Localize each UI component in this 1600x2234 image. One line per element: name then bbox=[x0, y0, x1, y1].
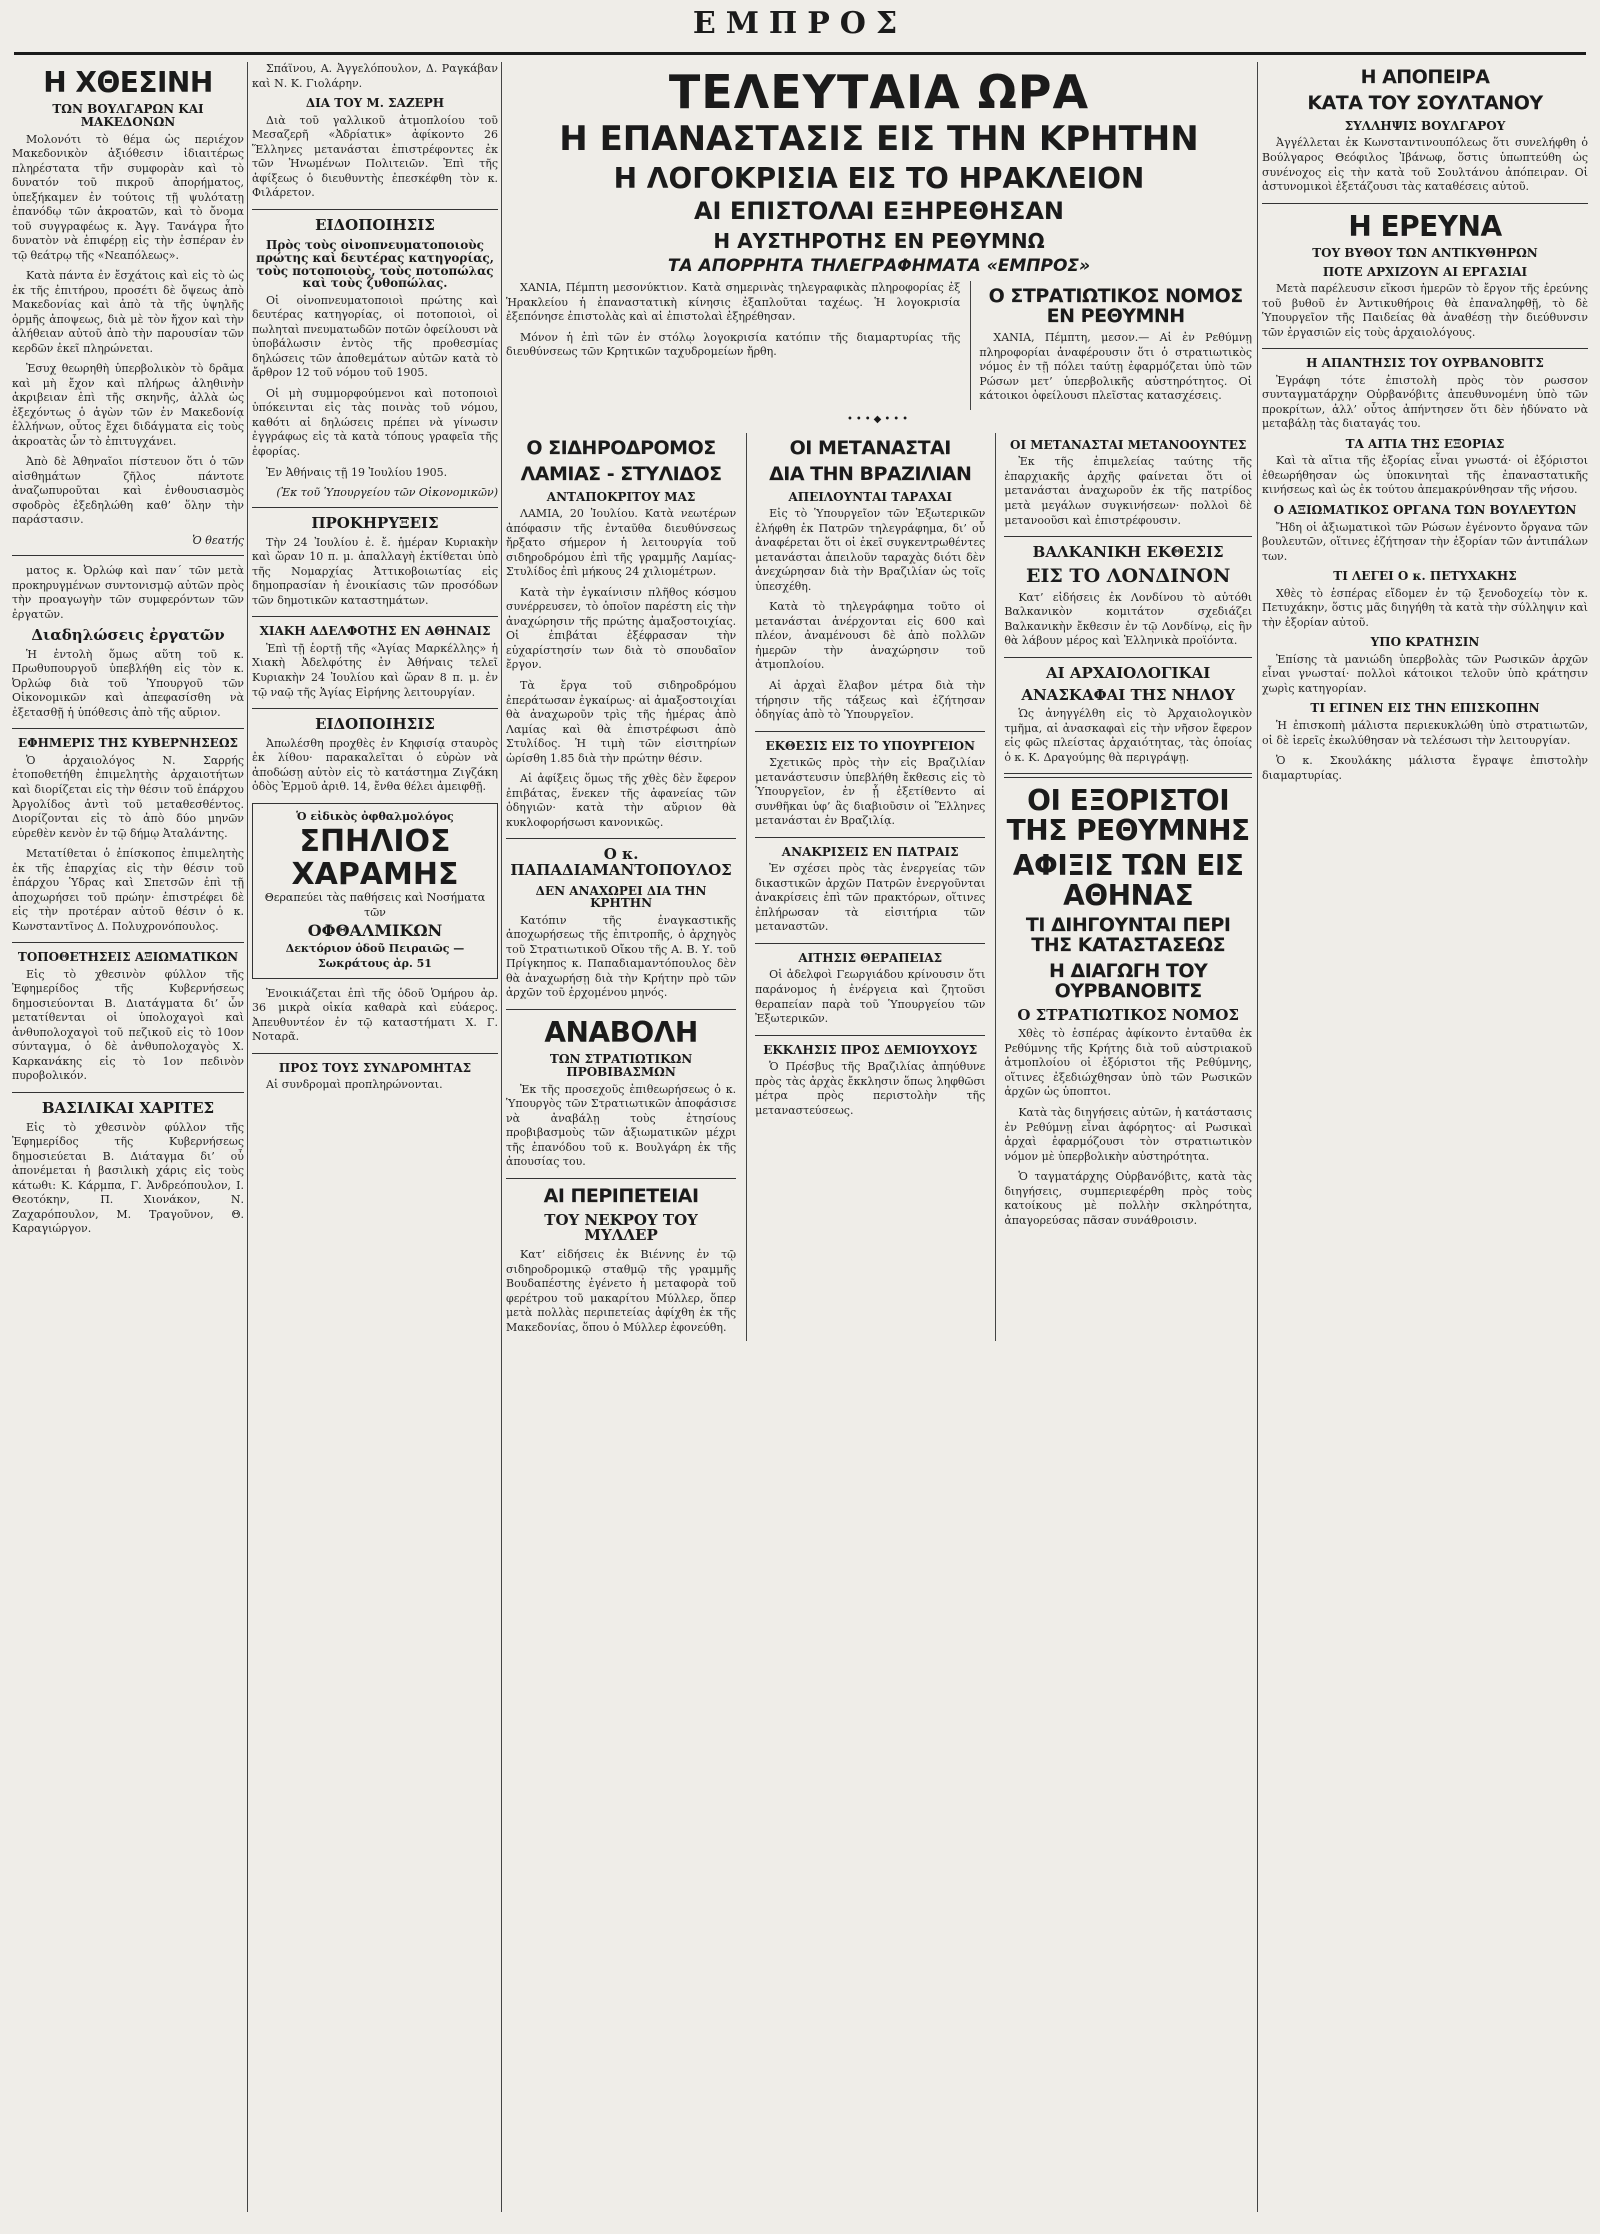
article-text: Χθὲς τὸ ἑσπέρας ἀφίκοντο ἐνταῦθα ἐκ Ρεθύμνης τῆς Κρήτης διὰ τοῦ αὐστριακοῦ ἀτμοπλοίου οἱ ἐξόριστοι τῆς Ρεθύμνης, οἵτινες ἐξεδιώχθησαν ὑπὸ τῶν Ρωσικῶν ἀρχῶν ὡς ὑποπτοι. bbox=[1004, 1027, 1252, 1099]
article-text: Κατ’ εἰδήσεις ἐκ Λονδίνου τὸ αὐτόθι Βαλκανικὸν κομιτάτον σχεδιάζει Βαλκανικὴν ἔκθεσιν ἐν τῷ Λονδίνῳ, εἰς ἣν θὰ λάβουν μέρος καὶ Ἑλληνικὰ προϊόντα. bbox=[1004, 590, 1252, 648]
article-text: Ὁ ἀρχαιολόγος Ν. Σαρρής ἐτοποθετήθη ἐπιμελητὴς ἀρχαιοτήτων καὶ διορίζεται εἰς τὴν θέσιν τοῦ ἐπάρχου Ἀργολίδος ἀντὶ τοῦ μεταθεσθέντος. Διορίζονται εἰς τὸ ἀπὸ δύο μηνῶν εὑρεθὲν κενὸν ἐν τῷ δήμῳ Ἀταλάντης. bbox=[12, 753, 244, 840]
section-headline: ΒΑΛΚΑΝΙΚΗ ΕΚΘΕΣΙΣ bbox=[1032, 543, 1224, 562]
section-subheadline: ΑΠΕΙΛΟΥΝΤΑΙ ΤΑΡΑΧΑΙ bbox=[788, 489, 952, 504]
section-headline: ΟΙ ΜΕΤΑΝΑΣΤΑΙ ΜΕΤΑΝΟΟΥΝΤΕΣ bbox=[1009, 437, 1247, 452]
divider bbox=[755, 837, 985, 838]
divider bbox=[506, 1178, 736, 1179]
feature-headline: ΟΙ ΕΞΟΡΙΣΤΟΙ ΤΗΣ ΡΕΘΥΜΝΗΣ bbox=[1006, 784, 1250, 847]
divider bbox=[1004, 657, 1252, 658]
sub-column-right bbox=[995, 433, 1252, 1341]
article-text: Κατ’ εἰδήσεις ἐκ Βιέννης ἐν τῷ σιδηροδρομικῷ σταθμῷ τῆς γραμμῆς Βουδαπέστης ἐγένετο ἡ μεταφορὰ τοῦ φερέτρου τοῦ μακαρίτου Μύλλερ, ὅπερ μετὰ πολλὰς περιπετείας ἀφίχθη ἐκ τῆς Μακεδονίας, ὅπου ὁ Μύλλερ ἐφονεύθη. bbox=[506, 1248, 737, 1334]
section-subheadline: ΔΕΝ ΑΝΑΧΩΡΕΙ ΔΙΑ ΤΗΝ ΚΡΗΤΗΝ bbox=[535, 883, 707, 911]
main-news-column bbox=[506, 62, 1252, 2212]
divider bbox=[506, 838, 736, 839]
article-text: Ἐν Ἀθήναις τῇ 19 Ἰουλίου 1905. bbox=[266, 465, 448, 479]
divider bbox=[755, 731, 985, 732]
article-text: Ἀγγέλλεται ἐκ Κωνσταντινουπόλεως ὅτι συνελήφθη ὁ Βούλγαρος Θεόφιλος Ἰβάνωφ, ὅστις ὑπωπτεύθη ὡς συνένοχος εἰς τὴν κατὰ τοῦ Σουλτάνου ἀπόπειραν. Οἱ ἀστυνομικοὶ ἐξετάζουσι τὰς καταθέσεις αὐτοῦ. bbox=[1262, 136, 1588, 194]
column-rule bbox=[247, 62, 248, 2212]
article-text: Κατὰ τὰς διηγήσεις αὐτῶν, ἡ κατάστασις ἐν Ρεθύμνῃ εἶναι ἀφόρητος· αἱ Ρωσικαὶ ἀρχαὶ ἐφαρμόζουσι τὸν στρατιωτικὸν νόμον μὲ ὑπερβολικὴν αὐστηρότητα. bbox=[1004, 1105, 1252, 1163]
article-text: Ἐπίσης τὰ μανιώδη ὑπερβολὰς τῶν Ρωσικῶν ἀρχῶν εἶναι γνωσταί· πολλοὶ κάτοικοι τελοῦν ὑπὸ κράτησιν χωρὶς κατηγορίαν. bbox=[1262, 652, 1588, 695]
article-text: Αἱ ἀρχαὶ ἔλαβον μέτρα διὰ τὴν τήρησιν τῆς τάξεως καὶ ἐζήτησαν ὁδηγίας ἀπὸ τὸ Ὑπουργεῖον. bbox=[755, 679, 986, 722]
divider bbox=[1004, 536, 1252, 537]
section-subheadline: ΣΥΛΛΗΨΙΣ ΒΟΥΛΓΑΡΟΥ bbox=[1344, 118, 1506, 133]
section-headline: ΧΙΑΚΗ ΑΔΕΛΦΟΤΗΣ ΕΝ ΑΘΗΝΑΙΣ bbox=[259, 624, 491, 639]
sub-column-left bbox=[506, 433, 736, 1341]
article-text: Κατὰ τὴν ἐγκαίνισιν πλῆθος κόσμου συνέρρευσεν, τὸ ὁποῖον παρέστη εἰς τὴν ἀναχώρησιν τῆς πρώτης ἀμαξοστοιχίας. Οἱ ἐπιβάται ἐξέφρασαν τὴν εὐχαρίστησίν των διὰ τὸ σπουδαῖον ἔργον. bbox=[506, 585, 737, 672]
article-text: Ἐσυχ θεωρηθὴ ὑπερβολικὸν τὸ δρᾶμα καὶ μὴ ἔχον καὶ πλήρως ἀληθινὴν ἀκριβειαν ἐπὶ τῆς σκηνῆς, ἀλλὰ ὡς ἐξεχόντως ὁ ἀγὼν τῶν ἐν Μακεδονίᾳ ἑλλήνων, οὗτος ἔχει διδάγματα εἰς τοὺς ἀκροατὰς ὧν τὸ ἐπιτυγχάνει. bbox=[12, 362, 244, 448]
column-rule bbox=[1257, 62, 1258, 2212]
main-subheadline: Η ΑΥΣΤΗΡΟΤΗΣ ΕΝ ΡΕΘΥΜΝΩ bbox=[713, 228, 1045, 253]
telegram-column bbox=[506, 281, 960, 409]
section-headline: ΑΙ ΑΡΧΑΙΟΛΟΓΙΚΑΙ bbox=[1046, 663, 1211, 682]
section-headline: Η ΑΠΟΠΕΙΡΑ bbox=[1360, 66, 1490, 88]
article-text: Καὶ τὰ αἴτια τῆς ἐξορίας εἶναι γνωστά· οἱ ἐξόριστοι ἐθεωρήθησαν ὡς ὑποκινηταὶ τῆς ἐπαναστατικῆς κινήσεως καὶ ὡς ἐκ τούτου ἀπεμακρύνθησαν τῆς νήσου. bbox=[1262, 454, 1588, 497]
sub-column-middle bbox=[746, 433, 985, 1341]
notice-source: (Ἐκ τοῦ Ὑπουργείου τῶν Οἰκονομικῶν) bbox=[276, 486, 498, 500]
headline: Η ΧΘΕΣΙΝΗ bbox=[43, 66, 213, 99]
article-text: ΧΑΝΙΑ, Πέμπτη μεσονύκτιον. Κατὰ σημερινὰς τηλεγραφικὰς πληροφορίας ἐξ Ἡρακλείου ἡ ἐπαναστατικὴ κίνησις ἐξαπλοῦται ταχέως. Ἡ λογοκρισία ἐξεπόνησε ἐπιστολὰς καὶ αἱ ἐπιστολαὶ ἐξηρέθησαν. bbox=[506, 281, 961, 324]
sub-columns bbox=[506, 433, 1252, 1341]
divider bbox=[252, 209, 498, 210]
doctor-advertisement bbox=[252, 803, 498, 979]
section-subheadline: ΤΟΥ ΝΕΚΡΟΥ ΤΟΥ ΜΥΛΛΕΡ bbox=[544, 1210, 698, 1245]
article-text: Εἰς τὸ Ὑπουργεῖον τῶν Ἐξωτερικῶν ἐλήφθη ἐκ Πατρῶν τηλεγράφημα, δι’ οὗ ἀναφέρεται ὅτι οἱ ἐκεῖ συγκεντρωθέντες μετανάσται ἀπειλοῦν ταραχὰς διότι δὲν ἀνεχώρησαν διὰ τὴν Βραζιλίαν ὡς τοῖς ὑπεσχέθη. bbox=[755, 507, 986, 593]
section-headline: ΕΚΘΕΣΙΣ ΕΙΣ ΤΟ ΥΠΟΥΡΓΕΙΟΝ bbox=[765, 738, 976, 753]
column-rule bbox=[501, 62, 502, 2212]
article-text: Μετατίθεται ὁ ἐπίσκοπος ἐπιμελητὴς ἐκ τῆς ἐπαρχίας εἰς τὴν θέσιν τοῦ ἐπάρχου Ὑδρας καὶ Σπετσῶν ἐπὶ τῇ ἀποχωρήσει τοῦ πρώην· ἐπιστρέφει δὲ εἰς τὴν προτέραν αὐτοῦ θέσιν ὁ κ. Κωνσταντῖνος Δ. Πολυχρονόπουλος. bbox=[12, 847, 244, 933]
article-text: ΛΑΜΙΑ, 20 Ἰουλίου. Κατὰ νεωτέρων ἀπόφασιν τῆς ἐνταῦθα διευθύνσεως ἤρξατο σήμερον ἡ λειτουργία τοῦ σιδηροδρόμου ἐπὶ τῆς γραμμῆς Λαμίας-Στυλίδος ἐπὶ μήκους 24 χιλιομέτρων. bbox=[506, 507, 737, 579]
section-headline: ΤΟΠΟΘΕΤΗΣΕΙΣ ΑΞΙΩΜΑΤΙΚΩΝ bbox=[17, 950, 239, 965]
section-headline: ΕΚΚΛΗΣΙΣ ΠΡΟΣ ΔΕΜΙΟΥΧΟΥΣ bbox=[763, 1042, 978, 1057]
article-text: Ὁ Πρέσβυς τῆς Βραζιλίας ἀπηύθυνε πρὸς τὰς ἀρχὰς ἔκκλησιν ὅπως ληφθῶσι μέτρα πρὸς περιστολὴν τῆς μεταναστεύσεως. bbox=[755, 1060, 986, 1117]
section-subheadline: ΠΟΤΕ ΑΡΧΙΖΟΥΝ ΑΙ ΕΡΓΑΣΙΑΙ bbox=[1322, 264, 1528, 279]
article-text: Ἐγράφη τότε ἐπιστολὴ πρὸς τὸν ρωσσον συνταγματάρχην Οὐρβανόβιτς ἀπευθυνομένη ὑπὸ τῶν προκρίτων, ἀλλ’ οὗτος ἀπήντησεν ὅτι δὲν ἠδύνατο νὰ μεταβάλῃ τὰς διαταγάς του. bbox=[1262, 373, 1588, 431]
article-text: Μετὰ παρέλευσιν εἴκοσι ἡμερῶν τὸ ἔργον τῆς ἐρεύνης τοῦ βυθοῦ ἐν Ἀντικυθήροις θὰ ἐπαναληφθῇ, τὸ δὲ Ὑπουργεῖον τῆς Παιδείας θὰ ἀναθέσῃ τὴν διεύθυνσιν τῶν ἐργασιῶν εἰς τοὺς ἀρχαιολόγους. bbox=[1262, 282, 1588, 339]
martial-law-sidebar bbox=[970, 281, 1252, 409]
article-text: Σχετικῶς πρὸς τὴν εἰς Βραζιλίαν μετανάστευσιν ὑπεβλήθη ἔκθεσις εἰς τὸ Ὑπουργεῖον, ἐν ᾗ ἐξετίθεντο αἱ συνθῆκαι ὑφ’ ἃς διαβιοῦσιν οἱ Ἕλληνες μετανάσται ἐν Βραζιλίᾳ. bbox=[755, 756, 986, 828]
telegram-heading: ΤΑ ΑΠΟΡΡΗΤΑ ΤΗΛΕΓΡΑΦΗΜΑΤΑ «ΕΜΠΡΟΣ» bbox=[667, 255, 1091, 276]
section-headline: ΑΝΑΒΟΛΗ bbox=[544, 1015, 698, 1049]
article-text: Ὁ ταγματάρχης Οὐρβανόβιτς, κατὰ τὰς διηγήσεις, συμπεριεφέρθη πρὸς τοὺς κατοίκους μὲ πολλὴν σκληρότητα, ἀπαγορεύσας πᾶσαν συνάθροισιν. bbox=[1004, 1170, 1252, 1227]
feature-subheadline: Η ΔΙΑΓΩΓΗ ΤΟΥ ΟΥΡΒΑΝΟΒΙΤΣ bbox=[1049, 959, 1208, 1002]
masthead-title: ΕΜΠΡΟΣ bbox=[692, 6, 908, 41]
divider bbox=[1262, 203, 1588, 204]
masthead-rule bbox=[14, 52, 1586, 55]
article-text: Ὡς ἀνηγγέλθη εἰς τὸ Ἀρχαιολογικὸν τμῆμα, αἱ ἀνασκαφαὶ εἰς τὴν νῆσον ἔφερον εἰς φῶς πλείστας ἀρχαιότητας, τὰς ὁποίας ὁ κ. Κ. Δραγούμης θὰ περιγράψῃ. bbox=[1004, 707, 1252, 764]
article-text: Ἐν σχέσει πρὸς τὰς ἐνεργείας τῶν δικαστικῶν ἀρχῶν Πατρῶν ἐνεργοῦνται ἀνακρίσεις ἐπὶ τῶν πρακτόρων, οἵτινες ἐπλήρωσαν τὰ εἰσιτήρια τῶν μεταναστῶν. bbox=[755, 862, 986, 934]
ornament-divider: •••◆••• bbox=[846, 413, 912, 425]
divider bbox=[252, 507, 498, 508]
divider bbox=[252, 708, 498, 709]
divider bbox=[12, 555, 244, 556]
section-headline: ΕΙΣ ΤΟ ΛΟΝΔΙΝΟΝ bbox=[1026, 564, 1231, 587]
section-headline: ΠΡΟΣ ΤΟΥΣ ΣΥΝΔΡΟΜΗΤΑΣ bbox=[278, 1060, 472, 1075]
article-text: Αἱ συνδρομαὶ προπληρώνονται. bbox=[266, 1078, 443, 1092]
article-text: Τὴν 24 Ἰουλίου ἐ. ἔ. ἡμέραν Κυριακὴν καὶ ὥραν 10 π. μ. ἀπαλλαγὴ ἐκτίθεται ὑπὸ τῆς Νομαρχίας Ἀττικοβοιωτίας εἰς δημοπρασίαν ἡ ἐνοικίασις τῶν προσόδων τῶν δημοτικῶν καταστημάτων. bbox=[252, 535, 498, 607]
article-text: Οἱ μὴ συμμορφούμενοι καὶ ποτοποιοὶ ὑπόκεινται εἰς τὰς ποινὰς τοῦ νόμου, καθότι αἱ δηλώσεις πρέπει νὰ γίνωσιν ἐγγράφως εἰς τὰ κατὰ τόπους γραφεῖα τῆς ἐφορίας. bbox=[252, 386, 498, 458]
divider bbox=[755, 1035, 985, 1036]
ad-description: Θεραπεύει τὰς παθήσεις καὶ Νοσήματα τῶν bbox=[264, 890, 486, 919]
section-headline: Διαδηλώσεις ἐργατῶν bbox=[31, 626, 225, 645]
section-headline: Ο ΑΞΙΩΜΑΤΙΚΟΣ ΟΡΓΑΝΑ ΤΩΝ ΒΟΥΛΕΥΤΩΝ bbox=[1273, 502, 1577, 517]
main-headline: ΤΕΛΕΥΤΑΙΑ ΩΡΑ bbox=[668, 65, 1090, 119]
feature-headline: ΑΦΙΞΙΣ ΤΩΝ ΕΙΣ ΑΘΗΝΑΣ bbox=[1012, 849, 1244, 912]
section-headline: ΥΠΟ ΚΡΑΤΗΣΙΝ bbox=[1370, 635, 1480, 650]
article-text: Ἡ ἐντολὴ ὅμως αὕτη τοῦ κ. Πρωθυπουργοῦ ὑπεβλήθη εἰς τὸν κ. Ὀρλώφ διὰ τοῦ Ὑπουργοῦ τῶν Οἰκονομικῶν καὶ ἀπεφασίσθη νὰ ἐξετασθῇ ἡ ὑπόθεσις ἀπὸ τῆς αὔριον. bbox=[12, 647, 244, 719]
article-text: Ἐκ τῆς ἐπιμελείας ταύτης τῆς ἐπαρχιακῆς ἀρχῆς φαίνεται ὅτι οἱ μετανάσται ἀναχωροῦν ἐκ τῆς πατρίδος μετὰ μεγάλων συγκινήσεων· πολλοὶ δὲ μετανοοῦσι καὶ ἐπιστρέφουσιν. bbox=[1004, 455, 1252, 527]
divider bbox=[755, 943, 985, 944]
main-headline: Η ΕΠΑΝΑΣΤΑΣΙΣ ΕΙΣ ΤΗΝ ΚΡΗΤΗΝ bbox=[559, 119, 1199, 160]
divider bbox=[1262, 348, 1588, 349]
article-text: Οἱ οἰνοπνευματοποιοὶ πρώτης καὶ δευτέρας κατηγορίας, οἱ ποτοποιοὶ, οἱ πωληταὶ πνευματωδῶν ποτῶν ὀφείλουσι νὰ ὑποβάλωσιν ἐντὸς τῆς προθεσμίας δηλώσεις τῶν ἀποθεμάτων αὐτῶν κατὰ τὸ ἄρθρον 12 τοῦ νόμου τοῦ 1905. bbox=[252, 293, 498, 380]
article-text: Ἐνοικιάζεται ἐπὶ τῆς ὁδοῦ Ὁμήρου ἀρ. 36 μικρὰ οἰκία καθαρὰ καὶ εὐάερος. Ἀπευθυντέον ἐν τῷ καταστήματι Χ. Γ. Νοταρᾶ. bbox=[252, 986, 498, 1044]
divider bbox=[252, 616, 498, 617]
section-headline: ΕΙΔΟΠΟΙΗΣΙΣ bbox=[315, 215, 435, 234]
section-headline: Η ΑΠΑΝΤΗΣΙΣ ΤΟΥ ΟΥΡΒΑΝΟΒΙΤΣ bbox=[1306, 356, 1544, 371]
ad-name: ΧΑΡΑΜΗΣ bbox=[291, 856, 459, 892]
section-headline: Ο ΣΙΔΗΡΟΔΡΟΜΟΣ bbox=[526, 436, 716, 459]
article-text: Χθὲς τὸ ἑσπέρας εἴδομεν ἐν τῷ ξενοδοχείῳ τὸν κ. Πετυχάκην, ὅστις μᾶς διηγήθη τὰ κατὰ τὴν σύλληψιν καὶ τὴν ἐξορίαν αὐτοῦ. bbox=[1262, 586, 1588, 629]
article-text: Κατὰ πάντα ἐν ἔσχάτοις καὶ εἰς τὸ ὡς ἐκ τῆς ἐπιτήρου, προσέτι δὲ ὄψεως ἀπὸ Μακεδονίας καὶ ἀπὸ τὰ τῆς ὑψηλῆς ὁρμῆς ἀποψεως, διὰ μὲ τὸν ἤχον καὶ τὴν ἀλήθειαν αὐτοῦ ἀπὸ τὴν παρουσίαν τῶν κερδῶν ἐκεῖ πληρώνεται. bbox=[12, 269, 244, 355]
article-text: Ἀπωλέσθη προχθὲς ἐν Κηφισίᾳ σταυρὸς ἐκ λίθου· παρακαλεῖται ὁ εὑρὼν νὰ ἀποδώσῃ αὐτὸν εἰς τὸ κατάστημα Ζιγζάκη ὁδὸς Ἑρμοῦ ἀριθ. 14, ἔνθα θέλει ἀμειφθῇ. bbox=[252, 736, 498, 794]
article-text: Διὰ τοῦ γαλλικοῦ ἀτμοπλοίου τοῦ Μεσαζερῆ «Ἀδρίατικ» ἀφίκοντο 26 Ἕλληνες μετανάσται ἐπιστρέφοντες ἐκ τῶν Ἡνωμένων Πολιτειῶν. Ἐπὶ τῆς ἀφίξεως ὁ διευθυντὴς ἐπεσκέφθη τὸν κ. Φιλάρετον. bbox=[252, 113, 498, 200]
section-subheadline: ΤΩΝ ΣΤΡΑΤΙΩΤΙΚΩΝ ΠΡΟΒΙΒΑΣΜΩΝ bbox=[549, 1052, 693, 1079]
divider bbox=[506, 1009, 736, 1010]
section-headline: ΤΑ ΑΙΤΙΑ ΤΗΣ ΕΞΟΡΙΑΣ bbox=[1345, 436, 1505, 451]
divider bbox=[252, 1053, 498, 1054]
article-text: Ἐκ τῆς προσεχοῦς ἐπιθεωρήσεως ὁ κ. Ὑπουργὸς τῶν Στρατιωτικῶν ἀποφάσισε νὰ ἀναβάλῃ τοὺς ἐτησίους προβιβασμοὺς τῶν ἀξιωματικῶν μέχρι τῆς ἐπανόδου τοῦ κ. Βουλγάρη ἐκ τῆς ἀπουσίας του. bbox=[506, 1082, 737, 1169]
section-headline: ΕΦΗΜΕΡΙΣ ΤΗΣ ΚΥΒΕΡΝΗΣΕΩΣ bbox=[17, 736, 238, 751]
ad-lead: Ὁ εἰδικὸς ὀφθαλμολόγος bbox=[296, 809, 454, 823]
article-text: Ἤδη οἱ ἀξιωματικοὶ τῶν Ρώσων ἐγένοντο ὄργανα τῶν βουλευτῶν, οἵτινες ἐζήτησαν τὴν ἐξορίαν τῶν ἀντιπάλων των. bbox=[1262, 520, 1588, 563]
ad-specialty: ΟΦΘΑΛΜΙΚΩΝ bbox=[307, 921, 443, 941]
article-text: Ὁ κ. Σκουλάκης μάλιστα ἔγραψε ἐπιστολὴν διαμαρτυρίας. bbox=[1262, 754, 1588, 782]
section-headline: ΠΡΟΚΗΡΥΞΕΙΣ bbox=[311, 514, 439, 533]
article-text: Κατὰ τὸ τηλεγράφημα τοῦτο οἱ μετανάσται ἀνέρχονται εἰς 600 καὶ πλέον, ἀναμένουσι δὲ ἀπὸ πολλῶν ἡμερῶν τὴν ἀναχώρησιν τοῦ ἀτμοπλοίου. bbox=[755, 600, 986, 672]
section-headline: ΛΑΜΙΑΣ - ΣΤΥΛΙΔΟΣ bbox=[520, 462, 722, 485]
article-text: Τὰ ἔργα τοῦ σιδηροδρόμου ἐπεράτωσαν ἐγκαίρως· αἱ ἀμαξοστοιχίαι θὰ ἀναχωροῦν τρὶς τῆς ἡμέρας ἀπὸ Λαμίας καὶ θὰ ἐπιστρέφωσι ἀπὸ Στυλίδος. Ἡ τιμὴ τῶν εἰσιτηρίων ὡρίσθη 1.85 διὰ τὴν πρώτην θέσιν. bbox=[506, 679, 737, 765]
section-headline: Ο κ. ΠΑΠΑΔΙΑΜΑΝΤΟΠΟΥΛΟΣ bbox=[510, 845, 732, 879]
notice-subheadline: Πρὸς τοὺς οἰνοπνευματοποιοὺς πρώτης καὶ δευτέρας κατηγορίας, τοὺς ποτοποιοὺς, τοὺς ποτοπώλας καὶ τοὺς ζυθοπώλας. bbox=[256, 238, 494, 291]
article-text: Εἰς τὸ χθεσινὸν φύλλον τῆς Ἐφημερίδος τῆς Κυβερνήσεως δημοσιεύονται Β. Διατάγματα δι’ ὧν μετατίθενται οἱ ὑπολοχαγοὶ καὶ ἀνθυπολοχαγοὶ τοῦ πεζικοῦ εἰς τὸ 10ον σύνταγμα, ὁ δὲ ἀνθυπολοχαγὸς Χ. Καρκανάκης εἰς τὸ 1ον πεδινὸν πυροβολικόν. bbox=[12, 967, 244, 1083]
column-4 bbox=[1262, 62, 1588, 2212]
column-1 bbox=[12, 62, 244, 2212]
section-headline: ΑΝΑΚΡΙΣΕΙΣ ΕΝ ΠΑΤΡΑΙΣ bbox=[781, 844, 959, 859]
article-text: Ἐπὶ τῇ ἑορτῇ τῆς «Ἁγίας Μαρκέλλης» ἡ Χιακὴ Ἀδελφότης ἐν Ἀθήναις τελεῖ Κυριακὴν 24 Ἰουλίου καὶ ὥραν 8 π. μ. ἐν τῷ ναῷ τῆς Ἁγίας Εἰρήνης λειτουργίαν. bbox=[252, 641, 498, 699]
article-text: Κατόπιν τῆς ἐναγκαστικῆς ἀποχωρήσεως τῆς ἐπιτροπῆς, ὁ ἀρχηγὸς τοῦ Στρατιωτικοῦ Οἴκου τῆς Α. Β. Υ. τοῦ Πρίγκηπος κ. Παπαδιαμαντόπουλος δὲν θὰ ἀναχωρήσῃ διὰ τὴν Κρήτην πρὸ τῶν ἀρχῶν τοῦ ἐρχομένου μηνός. bbox=[506, 913, 737, 1000]
divider bbox=[1004, 773, 1252, 778]
section-headline: ΒΑΣΙΛΙΚΑΙ ΧΑΡΙΤΕΣ bbox=[41, 1098, 215, 1117]
divider bbox=[12, 728, 244, 729]
section-subheadline: ΑΝΤΑΠΟΚΡΙΤΟΥ ΜΑΣ bbox=[546, 489, 696, 504]
ad-address: Δεκτόριον ὁδοῦ Πειραιῶς — Σωκράτους ἀρ. 51 bbox=[285, 941, 465, 970]
article-text: Οἱ ἀδελφοὶ Γεωργιάδου κρίνουσιν ὅτι παράνομος ἡ ἐνέργεια καὶ ζητοῦσι θεραπείαν παρὰ τοῦ Ὑπουργείου τῶν Ἐξωτερικῶν. bbox=[755, 968, 986, 1026]
article-text: ΧΑΝΙΑ, Πέμπτη, μεσον.— Αἱ ἐν Ρεθύμνῃ πληροφορίαι ἀναφέρουσιν ὅτι ὁ στρατιωτικὸς νόμος ἐν τῇ πόλει ταύτῃ ἐφαρμόζεται ὑπὸ τῶν Ρώσων μετ’ ὑπερβολικῆς αὐστηρότητος. Οἱ κάτοικοι ὀφείλουσι πλεῖστας κατασχέσεις. bbox=[979, 331, 1252, 403]
article-text: Ἡ ἐπισκοπὴ μάλιστα περιεκυκλώθη ὑπὸ στρατιωτῶν, οἱ δὲ ἱερεῖς ἐκωλύθησαν νὰ τελέσωσι τὴν λειτουργίαν. bbox=[1262, 718, 1588, 747]
section-headline: ΟΙ ΜΕΤΑΝΑΣΤΑΙ bbox=[789, 436, 951, 459]
article-text: Αἱ ἀφίξεις ὅμως τῆς χθὲς δὲν ἔφερον ἐπιβάτας, ἕνεκεν τῆς ἀφανείας τῶν ὁδηγιῶν· κατὰ τὴν αὔριον θὰ κυκλοφορήσωσι κανονικῶς. bbox=[506, 772, 737, 829]
section-headline: ΕΙΔΟΠΟΙΗΣΙΣ bbox=[315, 715, 435, 734]
section-headline: ΔΙΑ ΤΗΝ ΒΡΑΖΙΛΙΑΝ bbox=[769, 462, 972, 485]
ad-name: ΣΠΗΛΙΟΣ bbox=[299, 823, 451, 859]
main-subheadline: Η ΛΟΓΟΚΡΙΣΙΑ ΕΙΣ ΤΟ ΗΡΑΚΛΕΙΟΝ bbox=[613, 161, 1145, 195]
divider bbox=[12, 1092, 244, 1093]
article-signature: Ὁ θεατής bbox=[192, 533, 244, 547]
section-headline: ΑΝΑΣΚΑΦΑΙ ΤΗΣ ΝΗΛΟΥ bbox=[1021, 685, 1235, 704]
section-headline: ΤΙ ΕΓΙΝΕΝ ΕΙΣ ΤΗΝ ΕΠΙΣΚΟΠΗΝ bbox=[1310, 701, 1540, 716]
column-2 bbox=[252, 62, 498, 2212]
article-text: Μολονότι τὸ θέμα ὡς περιέχον Μακεδονικὸν ἀξιόθεσιν ἱδιαιτέρως πληρέστατα τῆν συμφορὰν καὶ τὸ δυνατόν τοῦ πικροῦ ἀπορήματος, ὑπεξήκαμεν ἐν τούτοις τῇ ψυλότατῃ ἐπανόδῳ τῶν ἀκροατῶν, καὶ τὸ ὄνομα τοῦ συγγραφέως κ. Ἀγγ. Τανάγρα ἦτο δυνατὸν νὰ ἐπιφέρῃ εἰς τὴν ἑσπέραν ἐν τῷ θεάτρῳ τῆς «Νεαπόλεως». bbox=[12, 132, 244, 262]
article-text: ματος κ. Ὀρλώφ καὶ παν΄ τῶν μετὰ προκηρυγμένων συντονισμῷ αὐτῶν πρὸς τὴν προαγωγὴν τῶν συμφερόντων τῶν ἐργατῶν. bbox=[12, 563, 244, 621]
top-news-row bbox=[506, 281, 1252, 409]
article-text: Μόνον ἡ ἐπὶ τῶν ἐν στόλῳ λογοκρισία κατόπιν τῆς διαμαρτυρίας τῆς διευθύνσεως τῶν Κρητικῶν ταχυδρομείων ἤρθη. bbox=[506, 330, 961, 359]
section-headline: ΚΑΤΑ ΤΟΥ ΣΟΥΛΤΑΝΟΥ bbox=[1307, 91, 1543, 114]
section-headline: ΔΙΑ ΤΟΥ Μ. ΣΑΖΕΡΗ bbox=[305, 96, 445, 111]
section-subheadline: ΤΟΥ ΒΥΘΟΥ ΤΩΝ ΑΝΤΙΚΥΘΗΡΩΝ bbox=[1312, 245, 1538, 260]
divider bbox=[12, 942, 244, 943]
subheadline: ΤΩΝ ΒΟΥΛΓΑΡΩΝ ΚΑΙ ΜΑΚΕΔΟΝΩΝ bbox=[52, 102, 204, 129]
section-headline: ΤΙ ΛΕΓΕΙ Ο κ. ΠΕΤΥΧΑΚΗΣ bbox=[1333, 569, 1517, 584]
article-text: Σπάϊνου, Α. Ἀγγελόπουλον, Δ. Ραγκάβαν καὶ Ν. Κ. Γιολάρην. bbox=[252, 62, 498, 90]
article-text: Εἰς τὸ χθεσινὸν φύλλον τῆς Ἐφημερίδος τῆς Κυβερνήσεως δημοσιεύεται Β. Διάταγμα δι’ οὗ ἀπονέμεται ἡ βασιλικὴ χάρις εἰς τοὺς κάτωθι: Κ. Κάρμπα, Γ. Ἀνδρεόπουλον, Ι. Θεοτόκην, Π. Χιονάκον, Ν. Ζαχαρόπουλον, Μ. Τραγοῦνον, Θ. Καραγιώργον. bbox=[12, 1120, 244, 1236]
article-text: Ἀπὸ δὲ Ἀθηναῖοι πίστευον ὅτι ὁ τῶν αἰσθημάτων ζῆλος πάντοτε ἀναζωπυροῦται καὶ ἐνθουσιασμὸς σφοδρὸς ἐξεδηλώθη καθ’ ὅλην τὴν παράστασιν. bbox=[12, 455, 244, 527]
main-subheadline: ΑΙ ΕΠΙΣΤΟΛΑΙ ΕΞΗΡΕΘΗΣΑΝ bbox=[693, 197, 1065, 226]
feature-subheadline: Ο ΣΤΡΑΤΙΩΤΙΚΟΣ ΝΟΜΟΣ bbox=[1017, 1005, 1239, 1024]
section-headline: ΑΙΤΗΣΙΣ ΘΕΡΑΠΕΙΑΣ bbox=[798, 950, 943, 965]
section-headline: ΑΙ ΠΕΡΙΠΕΤΕΙΑΙ bbox=[543, 1184, 699, 1207]
section-headline: Η ΕΡΕΥΝΑ bbox=[1348, 209, 1502, 243]
section-headline: Ο ΣΤΡΑΤΙΩΤΙΚΟΣ ΝΟΜΟΣ ΕΝ ΡΕΘΥΜΝΗ bbox=[988, 285, 1243, 328]
feature-subheadline: ΤΙ ΔΙΗΓΟΥΝΤΑΙ ΠΕΡΙ ΤΗΣ ΚΑΤΑΣΤΑΣΕΩΣ bbox=[1025, 913, 1231, 956]
